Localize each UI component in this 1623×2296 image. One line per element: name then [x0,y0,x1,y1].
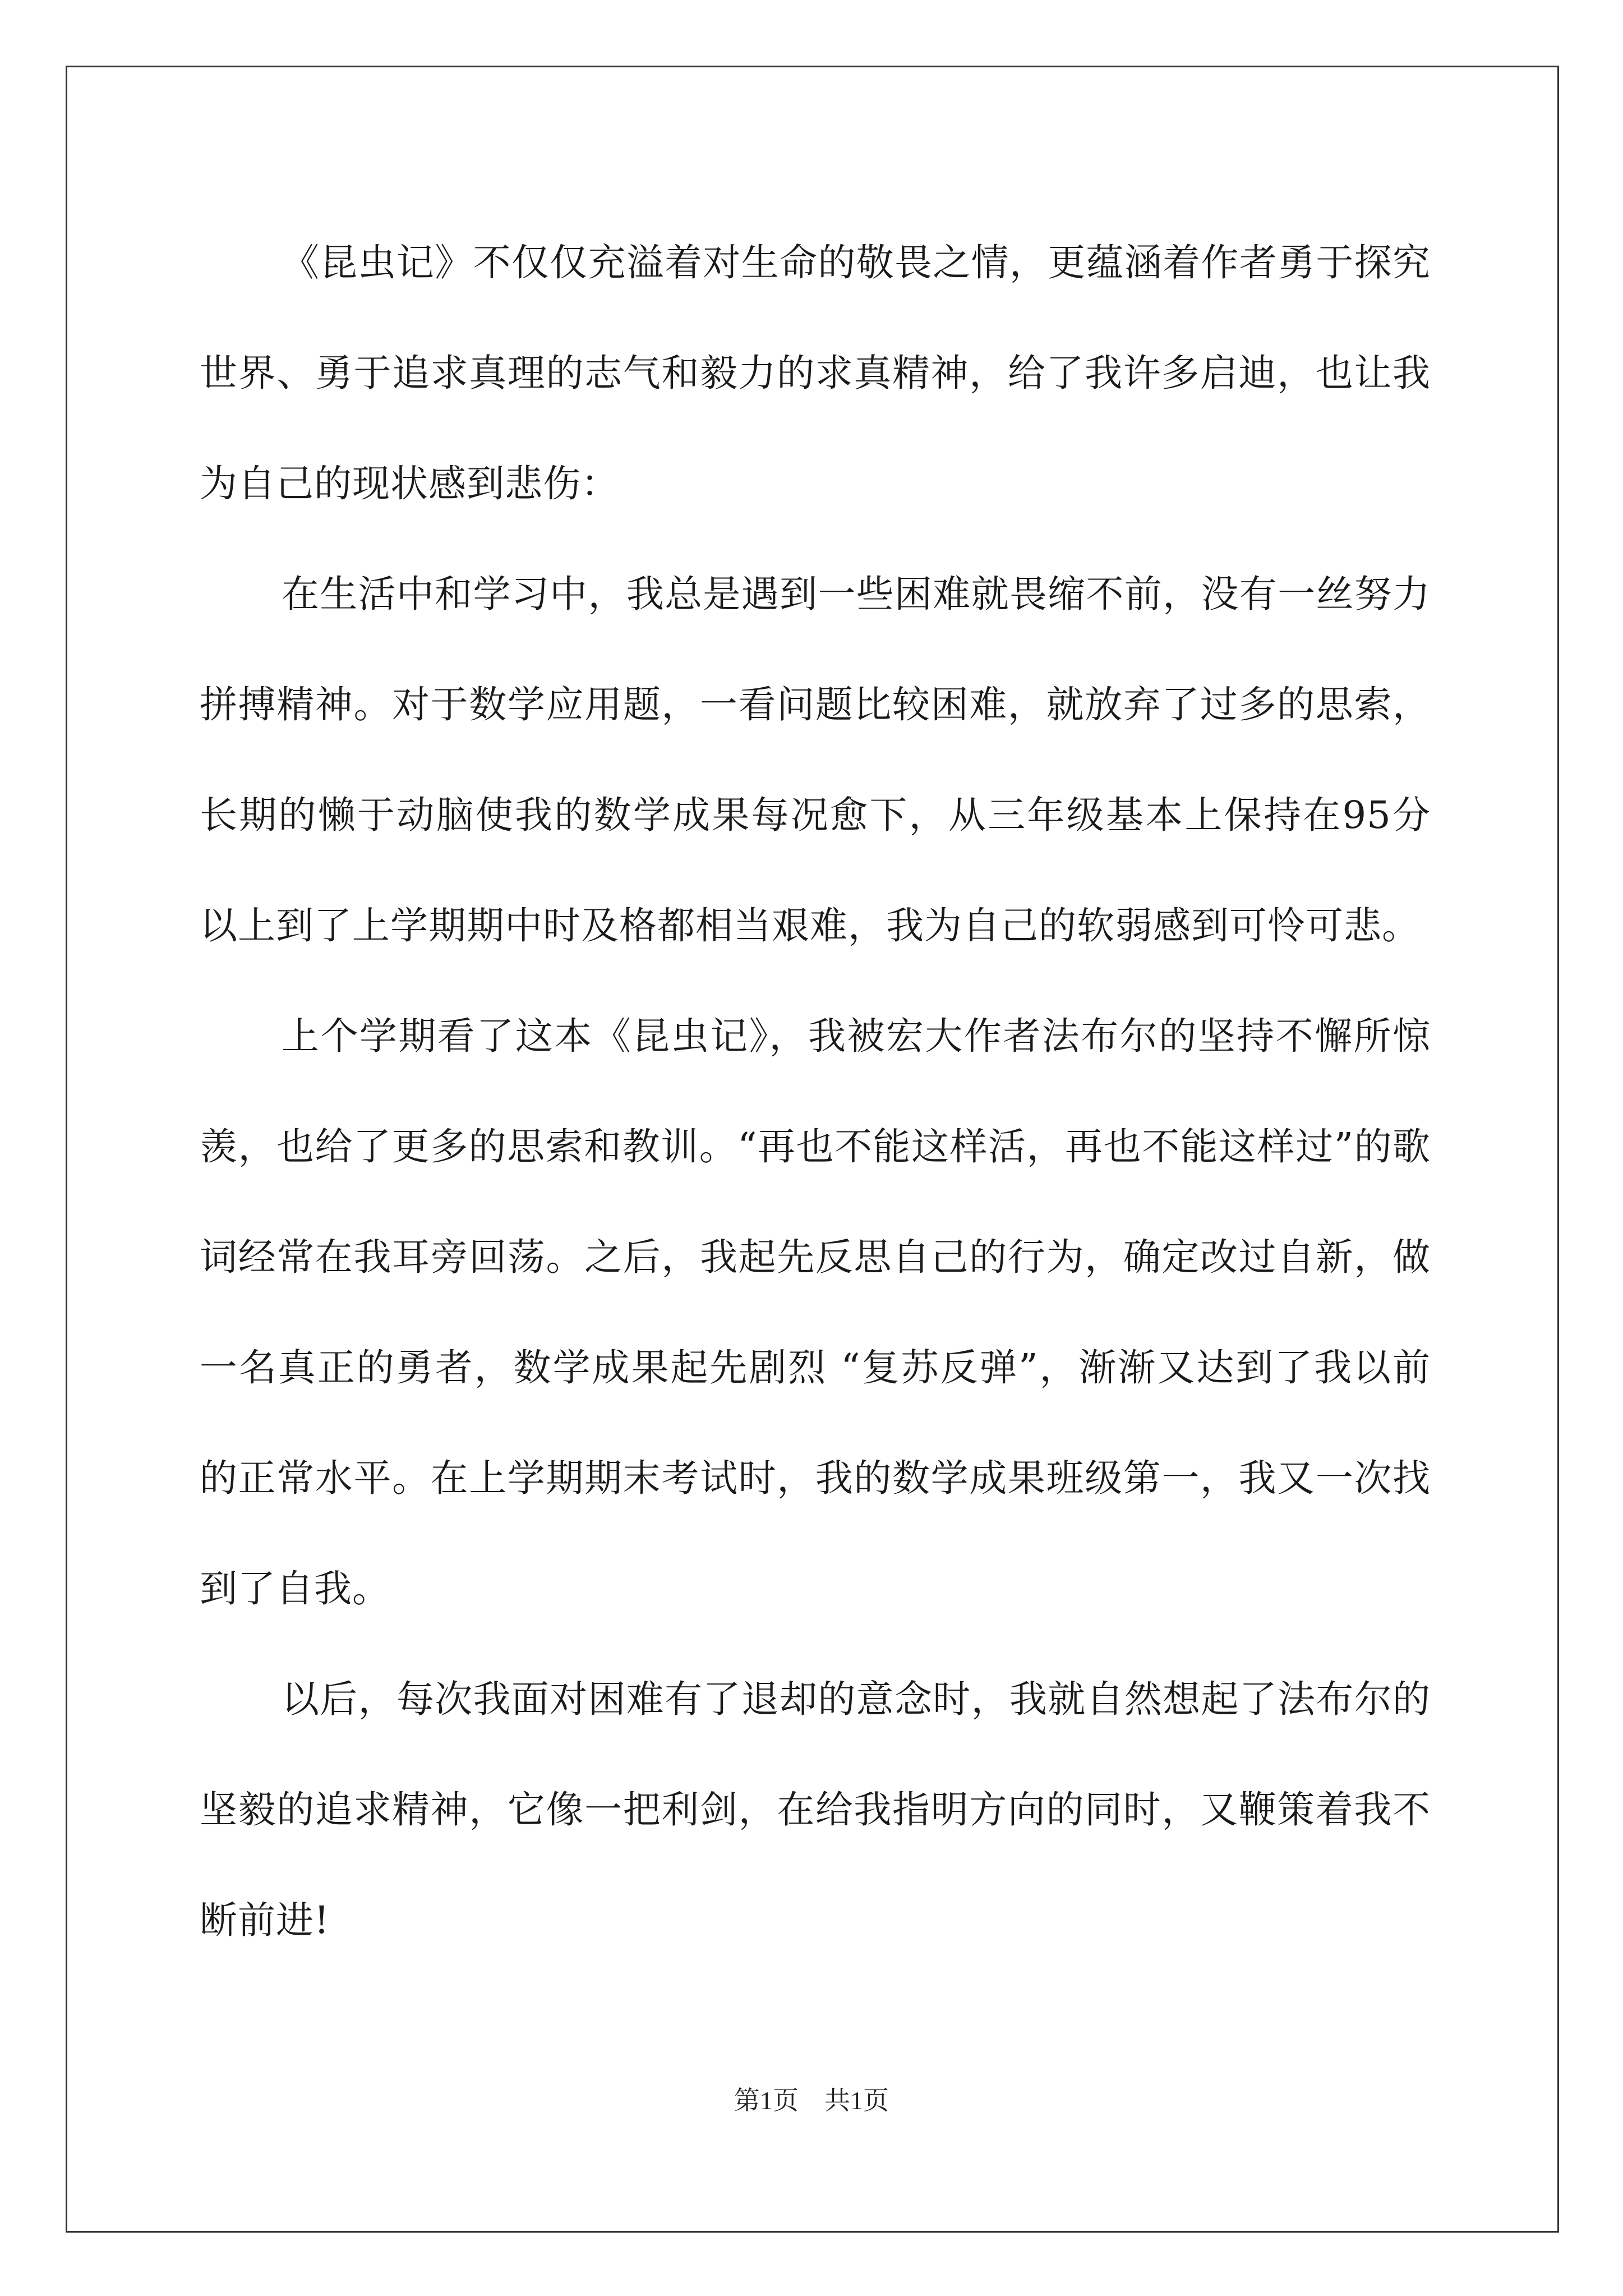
page-footer: 第1页 共1页 [734,2086,889,2115]
paragraph-4: 以后，每次我面对困难有了退却的意念时，我就自然想起了法布尔的坚毅的追求精神，它像一把利剑，在给我指明方向的同时，又鞭策着我不断前进! [200,1677,1431,1942]
document-body [200,208,1431,1976]
paragraph-2: 在生活中和学习中，我总是遇到一些困难就畏缩不前，没有一丝努力拼搏精神。对于数学应用题，一看问题比较困难，就放弃了过多的思索，长期的懒于动脑使我的数学成果每况愈下，从三年级基本上保持在95分以上到了上学期期中时及格都相当艰难，我为自己的软弱感到可怜可悲。 [200,572,1431,947]
paragraph-3: 上个学期看了这本《昆虫记》，我被宏大作者法布尔的坚持不懈所惊羡，也给了更多的思索和教训。“再也不能这样活，再也不能这样过”的歌词经常在我耳旁回荡。之后，我起先反思自己的行为，确定改过自新，做一名真正的勇者，数学成果起先剧烈 “复苏反弹”，渐渐又达到了我以前的正常水平。在上学期期末考试时，我的数学成果班级第一，我又一次找到了自我。 [200,1014,1431,1611]
paragraph-1: 《昆虫记》不仅仅充溢着对生命的敬畏之情，更蕴涵着作者勇于探究世界、勇于追求真理的志气和毅力的求真精神，给了我许多启迪，也让我为自己的现状感到悲伤： [200,241,1431,505]
